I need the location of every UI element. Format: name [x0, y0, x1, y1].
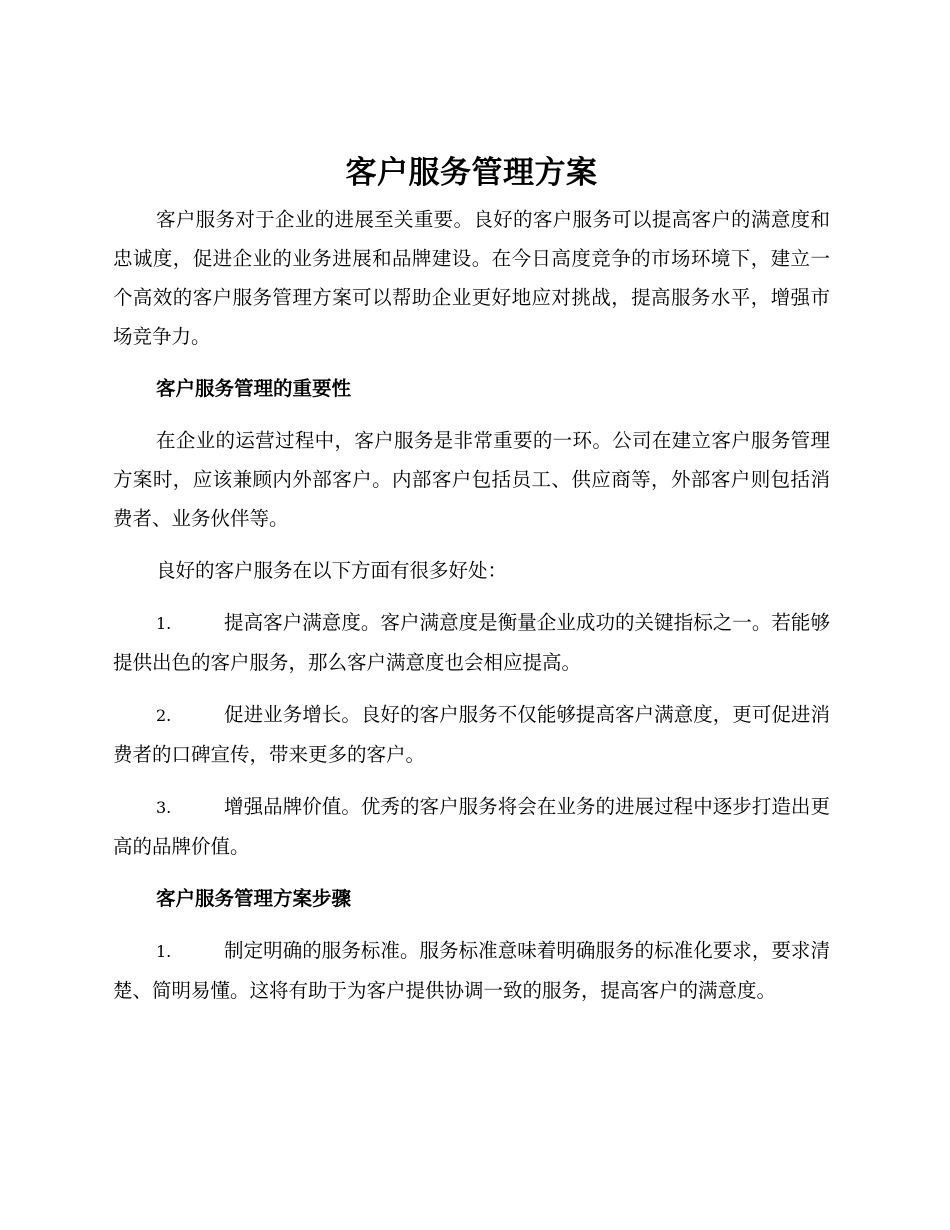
intro-paragraph: 客户服务对于企业的进展至关重要。良好的客户服务可以提高客户的满意度和忠诚度，促进企业的业务进展和品牌建设。在今日高度竞争的市场环境下，建立一个高效的客户服务管理方案可以帮助企业更好地应对挑战，提高服务水平，增强市场竞争力。	[113, 208, 830, 348]
document-page	[113, 146, 830, 1010]
list-number: 1.	[156, 614, 172, 633]
list-number: 2.	[156, 706, 172, 725]
section-heading-importance: 客户服务管理的重要性	[156, 377, 352, 400]
document-title: 客户服务管理方案	[345, 155, 598, 191]
list-number: 3.	[156, 798, 172, 817]
section-heading-steps: 客户服务管理方案步骤	[156, 887, 352, 910]
list-item	[113, 787, 830, 866]
list-item-text: 促进业务增长。良好的客户服务不仅能够提高客户满意度，更可促进消费者的口碑宣传，带来更多的客户。	[113, 703, 830, 766]
list-item	[113, 695, 830, 774]
list-item-text: 提高客户满意度。客户满意度是衡量企业成功的关键指标之一。若能够提供出色的客户服务，那么客户满意度也会相应提高。	[113, 611, 830, 674]
list-item-text: 增强品牌价值。优秀的客户服务将会在业务的进展过程中逐步打造出更高的品牌价值。	[113, 795, 830, 858]
list-number: 1.	[156, 942, 172, 961]
importance-paragraph: 在企业的运营过程中，客户服务是非常重要的一环。公司在建立客户服务管理方案时，应该兼顾内外部客户。内部客户包括员工、供应商等，外部客户则包括消费者、业务伙伴等。	[113, 429, 830, 530]
list-item-text: 制定明确的服务标准。服务标准意味着明确服务的标准化要求，要求清楚、简明易懂。这将有助于为客户提供协调一致的服务，提高客户的满意度。	[113, 939, 830, 1002]
list-item	[113, 931, 830, 1010]
benefits-intro-paragraph: 良好的客户服务在以下方面有很多好处：	[156, 559, 508, 582]
list-item	[113, 603, 830, 682]
